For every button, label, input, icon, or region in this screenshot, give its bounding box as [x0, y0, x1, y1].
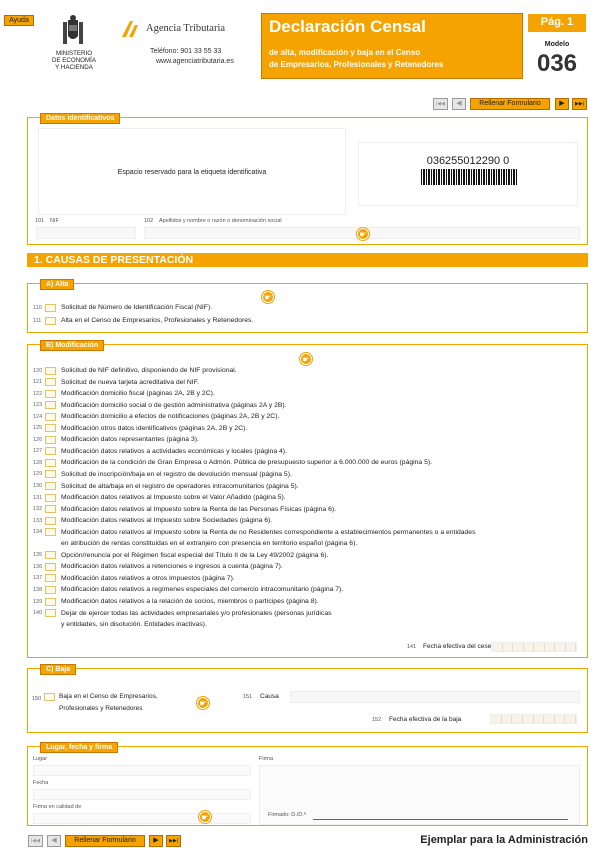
- previous-page-button[interactable]: ◀: [452, 98, 466, 110]
- help-hint-icon[interactable]: ☛: [300, 353, 312, 365]
- barcode-number: 036255012290 0: [426, 155, 510, 167]
- checkbox-label: Solicitud de NIF definitivo, disponiendo de NIF provisional.: [61, 367, 237, 374]
- agency-web: www.agenciatributaria.es: [156, 58, 234, 65]
- help-hint-icon[interactable]: ☛: [199, 811, 211, 823]
- causa-input[interactable]: [290, 691, 580, 703]
- field-number: 120: [33, 367, 43, 374]
- checkbox-label: Solicitud de nueva tarjeta acreditativa del NIF.: [61, 378, 199, 386]
- checkbox-label: Modificación datos relativos al Impuesto sobre Sociedades (página 6).: [61, 517, 273, 525]
- checkbox[interactable]: [45, 609, 56, 617]
- checkbox[interactable]: [45, 424, 56, 432]
- checkbox-row[interactable]: [33, 458, 432, 467]
- copy-for-administration: Ejemplar para la Administración: [420, 834, 588, 846]
- checkbox-label: y entidades, sin disolución. Entidades inactivas).: [61, 621, 207, 629]
- last-page-button[interactable]: ▶▶|: [572, 98, 587, 110]
- checkbox[interactable]: [45, 367, 56, 375]
- checkbox-row[interactable]: [33, 366, 237, 375]
- agency-logo-icon: [120, 20, 142, 38]
- agency-name: Agencia Tributaria: [146, 23, 226, 34]
- checkbox-label: Solicitud de alta/baja en el registro de operadores intracomunitarios (página 5).: [61, 482, 299, 490]
- checkbox[interactable]: [45, 436, 56, 444]
- checkbox[interactable]: [45, 528, 56, 536]
- checkbox-label: Modificación de la condición de Gran Empresa o Admón. Pública de presupuesto superior a 6.000.000 de euros (página 5).: [61, 459, 433, 467]
- help-hint-icon[interactable]: ☛: [262, 291, 274, 303]
- help-hint-icon[interactable]: ☛: [357, 228, 369, 240]
- section-1-title: 1. CAUSAS DE PRESENTACIÓN: [34, 254, 194, 266]
- signature-section: [27, 746, 588, 826]
- checkbox-row[interactable]: [33, 539, 357, 548]
- checkbox-row[interactable]: [33, 516, 272, 525]
- form-title-banner: [261, 13, 523, 79]
- field-number: 121: [33, 379, 43, 386]
- checkbox-label: Modificación datos representantes (página 3).: [61, 436, 199, 444]
- checkbox-row[interactable]: [33, 316, 253, 325]
- field-number: 133: [33, 517, 43, 524]
- last-page-button[interactable]: ▶▶|: [166, 835, 181, 847]
- checkbox-label: Modificación domicilio a efectos de notificaciones (páginas 2A, 2B y 2C).: [61, 413, 280, 421]
- next-page-button[interactable]: ▶: [555, 98, 569, 110]
- checkbox-row[interactable]: [33, 505, 336, 514]
- fecha-input[interactable]: [33, 789, 251, 800]
- name-number: 102: [144, 218, 154, 224]
- checkbox-label: Modificación datos relativos al Impuesto sobre la Renta de no Residentes correspondiente a establecimientos permanentes o a entidades: [61, 528, 476, 536]
- barcode-box: [358, 142, 578, 206]
- field-number: 135: [33, 552, 43, 559]
- ministry-line: Y HACIENDA: [55, 64, 93, 71]
- checkbox[interactable]: [45, 563, 56, 571]
- modificacion-legend: B) Modificación: [40, 340, 104, 351]
- checkbox-label: Solicitud de inscripción/baja en el registro de devolución mensual (página 5).: [61, 470, 292, 478]
- checkbox[interactable]: [45, 390, 56, 398]
- checkbox-row[interactable]: [33, 470, 292, 479]
- fill-form-button[interactable]: Rellenar Formulario: [65, 835, 145, 847]
- checkbox-label: en atribución de rentas constituidas en el extranjero con presencia en territorio español (página 6).: [61, 540, 358, 548]
- help-button[interactable]: Ayuda: [4, 15, 34, 26]
- checkbox[interactable]: [45, 574, 56, 582]
- field-number: 122: [33, 390, 43, 397]
- checkbox-row[interactable]: [33, 551, 328, 560]
- modificacion-section: [27, 344, 588, 658]
- checkbox-label: Opción/renuncia por el Régimen fiscal especial del Título II de la Ley 49/2002 (página 6).: [61, 551, 329, 559]
- checkbox-label: Modificación domicilio fiscal (páginas 2A, 2B y 2C).: [61, 390, 215, 398]
- help-hint-icon[interactable]: ☛: [197, 697, 209, 709]
- field-number: 129: [33, 471, 43, 478]
- field-number: 128: [33, 459, 43, 466]
- field-number: 131: [33, 494, 43, 501]
- checkbox-row[interactable]: [33, 378, 199, 387]
- field-number: 125: [33, 425, 43, 432]
- field-number: 111: [33, 317, 42, 324]
- checkbox-label: Modificación datos relativos a actividades económicas y locales (página 4).: [61, 447, 287, 455]
- field-number: 136: [33, 563, 43, 570]
- field-number: 140: [33, 610, 43, 617]
- field-number: 137: [33, 575, 43, 582]
- checkbox-row[interactable]: [33, 585, 343, 594]
- checkbox[interactable]: [45, 586, 56, 594]
- ministry-line: MINISTERIO: [55, 50, 93, 57]
- signature-legend: Lugar, fecha y firma: [40, 742, 118, 753]
- checkbox[interactable]: [45, 413, 56, 421]
- form-subtitle-2: de Empresarios, Profesionales y Retenedores: [269, 60, 444, 69]
- identification-legend: Datos identificativos: [40, 113, 120, 124]
- checkbox-label: Solicitud de Número de Identificación Fiscal (NIF).: [61, 304, 213, 311]
- checkbox-row[interactable]: [33, 528, 475, 537]
- cese-label: Fecha efectiva del cese: [423, 643, 492, 650]
- checkbox-row[interactable]: [33, 447, 287, 456]
- checkbox-row[interactable]: [33, 401, 287, 410]
- previous-page-button[interactable]: ◀: [47, 835, 61, 847]
- checkbox-label: Modificación domicilio social o de gestión administrativa (páginas 2A y 2B).: [61, 401, 287, 409]
- field-number: 132: [33, 506, 43, 513]
- checkbox-row[interactable]: [33, 620, 207, 629]
- cese-date-input[interactable]: [491, 642, 577, 652]
- checkbox-row[interactable]: [33, 574, 235, 583]
- checkbox-label: Modificación datos relativos a regímenes especiales del comercio intracomunitario (página 7).: [61, 586, 344, 594]
- checkbox[interactable]: [45, 304, 56, 312]
- checkbox-row[interactable]: [33, 389, 215, 398]
- fecha-label: Fecha: [33, 780, 49, 786]
- checkbox-label: Modificación otros datos identificativos (páginas 2A, 2B y 2C).: [61, 424, 248, 432]
- checkbox[interactable]: [45, 470, 56, 478]
- field-number: 138: [33, 586, 43, 593]
- checkbox-row[interactable]: [33, 482, 299, 491]
- section-1-header: [27, 253, 588, 267]
- checkbox[interactable]: [45, 551, 56, 559]
- fecha-baja-label: Fecha efectiva de la baja: [389, 716, 462, 723]
- agency-phone: Teléfono: 901 33 55 33: [150, 48, 222, 55]
- checkbox-label: Modificación datos relativos a otros Impuestos (página 7).: [61, 574, 235, 582]
- field-number: 134: [33, 529, 43, 536]
- field-number: 126: [33, 436, 43, 443]
- checkbox[interactable]: [45, 447, 56, 455]
- firma-label: Firma: [259, 756, 274, 762]
- spain-coat-of-arms-logo: [60, 14, 86, 48]
- checkbox-row[interactable]: [33, 597, 319, 606]
- identification-section: [27, 117, 588, 245]
- causa-label: Causa: [260, 693, 279, 700]
- checkbox[interactable]: [45, 598, 56, 606]
- checkbox-label: Dejar de ejercer todas las actividades empresariales y/o profesionales (personas jurídicas: [61, 609, 332, 617]
- checkbox[interactable]: [45, 517, 56, 525]
- checkbox-label: Modificación datos relativos a la relación de socios, miembros o partícipes (página 8).: [61, 598, 319, 605]
- page-badge: Pág. 1: [528, 14, 586, 32]
- checkbox[interactable]: [45, 505, 56, 513]
- ministry-line: DE ECONOMÍA: [51, 57, 96, 64]
- name-label: Apellidos y nombre o razón o denominación social: [159, 218, 282, 224]
- checkbox-label: Modificación datos relativos al Impuesto sobre la Renta de las Personas Físicas (página 6).: [61, 505, 337, 513]
- baja-section: [27, 668, 588, 733]
- model-number: 036: [536, 50, 578, 77]
- next-page-button[interactable]: ▶: [149, 835, 163, 847]
- checkbox[interactable]: [45, 482, 56, 490]
- field-number: 127: [33, 448, 43, 455]
- checkbox-label: Modificación datos relativos a retenciones e ingresos a cuenta (página 7).: [61, 563, 283, 571]
- checkbox-row[interactable]: [33, 562, 283, 571]
- field-number: 130: [33, 483, 43, 489]
- fill-form-button[interactable]: Rellenar Formulario: [470, 98, 550, 110]
- cese-number: 141: [407, 644, 417, 650]
- alta-section: [27, 283, 588, 333]
- field-number: 110: [33, 304, 42, 311]
- form-subtitle-1: de alta, modificación y baja en el Censo: [269, 48, 421, 57]
- nif-label: NIF: [50, 218, 59, 224]
- barcode-graphic: [421, 169, 517, 185]
- checkbox[interactable]: [45, 401, 56, 409]
- lugar-label: Lugar: [33, 756, 48, 762]
- baja-number: 150: [32, 696, 42, 702]
- checkbox[interactable]: [45, 494, 56, 502]
- baja-legend: C) Baja: [40, 664, 76, 675]
- causa-number: 151: [243, 694, 253, 700]
- checkbox-row[interactable]: [33, 609, 332, 618]
- nif-number: 101: [35, 218, 45, 224]
- checkbox[interactable]: [45, 378, 56, 386]
- fecha-baja-input[interactable]: [490, 714, 577, 724]
- field-number: 139: [33, 598, 43, 605]
- calidad-label: Firma en calidad de: [33, 804, 82, 810]
- field-number: 123: [33, 402, 43, 409]
- baja-text-1: Baja en el Censo de Empresarios,: [59, 693, 158, 700]
- baja-checkbox[interactable]: [44, 693, 55, 701]
- field-number: 124: [33, 413, 43, 420]
- checkbox-row[interactable]: [33, 435, 199, 444]
- checkbox-row[interactable]: [33, 424, 247, 433]
- first-page-button[interactable]: |◀◀: [433, 98, 448, 110]
- alta-legend: A) Alta: [40, 279, 74, 290]
- form-title: Declaración Censal: [269, 17, 426, 36]
- checkbox-label: Alta en el Censo de Empresarios, Profesionales y Retenedores.: [61, 317, 254, 324]
- firmado-label: Firmado: D./D.ª: [268, 812, 306, 818]
- first-page-button[interactable]: |◀◀: [28, 835, 43, 847]
- ministry-label: [40, 50, 108, 71]
- checkbox-label: Modificación datos relativos al Impuesto sobre el Valor Añadido (página 5).: [61, 494, 286, 502]
- lugar-input[interactable]: [33, 765, 251, 776]
- nif-input[interactable]: [36, 227, 136, 239]
- checkbox[interactable]: [45, 317, 56, 325]
- calidad-input[interactable]: [33, 813, 251, 824]
- model-label: Modelo: [544, 41, 570, 48]
- checkbox-row[interactable]: [33, 493, 286, 502]
- firmado-line: [313, 819, 568, 820]
- checkbox-row[interactable]: [33, 303, 212, 312]
- fecha-baja-number: 152: [372, 717, 382, 723]
- label-reserved-area: [38, 128, 346, 215]
- checkbox-row[interactable]: [33, 412, 279, 421]
- signature-area[interactable]: [259, 765, 580, 825]
- baja-text-2: Profesionales y Retenedores: [59, 705, 143, 712]
- label-reserved-text: Espacio reservado para la etiqueta identificativa: [117, 169, 267, 176]
- checkbox[interactable]: [45, 459, 56, 467]
